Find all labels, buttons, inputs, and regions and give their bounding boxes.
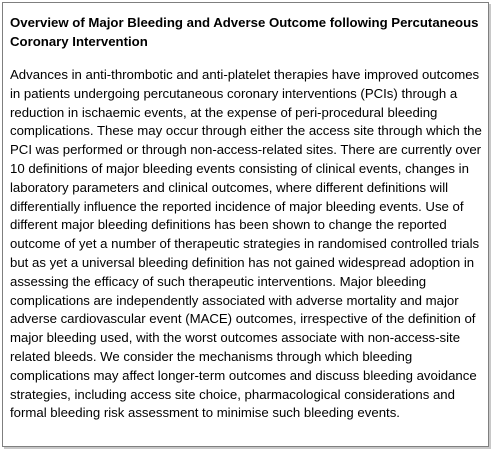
- abstract-box: [2, 2, 489, 447]
- abstract-text: Advances in anti-thrombotic and anti-platelet therapies have improved outcomes in patients undergoing percutaneous coronary interventions (PCIs) through a reduction in ischaemic events, at the expense of peri-procedural bleeding complications. These may occur through either the access site through which the PCI was performed or through non-access-related sites. There are currently over 10 definitions of major bleeding events consisting of clinical events, changes in laboratory parameters and clinical outcomes, where different definitions will differentially influence the reported incidence of major bleeding events. Use of different major bleeding definitions has been shown to change the reported outcome of yet a number of therapeutic strategies in randomised controlled trials but as yet a universal bleeding definition has not gained widespread adoption in assessing the efficacy of such therapeutic interventions. Major bleeding complications are independently associated with adverse mortality and major adverse cardiovascular event (MACE) outcomes, irrespective of the definition of major bleeding used, with the worst outcomes associate with non-access-site related bleeds. We consider the mechanisms through which bleeding complications may affect longer-term outcomes and discuss bleeding avoidance strategies, including access site choice, pharmacological considerations and formal bleeding risk assessment to minimise such bleeding events.: [10, 67, 482, 421]
- document-title: Overview of Major Bleeding and Adverse Outcome following Percutaneous Coronary Intervention: [10, 15, 479, 49]
